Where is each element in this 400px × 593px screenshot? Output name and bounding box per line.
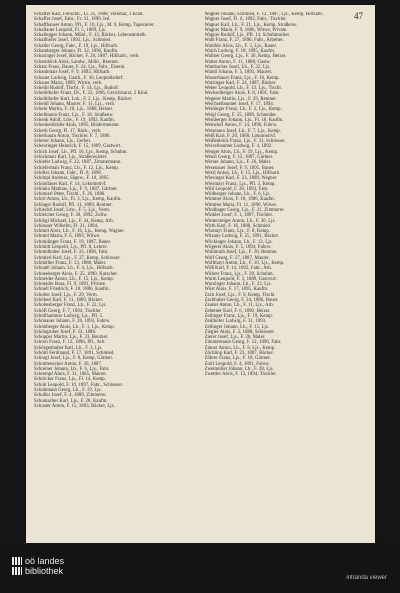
logo-line-1 [12, 556, 64, 566]
directory-entry: Wiesmayr Franz, Ljs., Pfl. 3, Kemp. [204, 181, 276, 187]
left-column [34, 12, 197, 537]
directory-entry: Zeilinger Franz, Ljs., F. 19, Kemp. [204, 313, 273, 319]
directory-entry: Schimpl Andreas, Sägew., F. 10, 1895. [34, 176, 110, 182]
directory-entry: Watzinger Karl, F. 24, 1887, Bäcker. [204, 80, 277, 86]
directory-entry: Schobesberger Franz, Lb., F. 22, Ljs. [34, 303, 107, 309]
logo-line-2 [12, 566, 64, 576]
directory-entry: Wolfmayr Anton, Lb., F. 10, Ljs., Kemp. [204, 260, 285, 266]
directory-entry: Wurzinger Johann, Lb., F. 22, Ljs. [204, 282, 272, 288]
directory-entry: Wetzl Anton, Lb., F. 15, Ljs., Hilfsarb. [204, 170, 281, 176]
directory-entry: Schuster Anton, F. 15, 1893, Bäcker, Ljs. [34, 403, 115, 409]
directory-entry: Schein Martin, F. 20, Ljs., 1888, Heizer. [34, 107, 114, 113]
directory-entry: Schmid Maria, F. 6, 1893, Witwe. [34, 234, 101, 240]
directory-entry: Wiesinger Karl, F. 23, 1889, Wagner. [204, 176, 278, 182]
directory-entry: Wögerer Alois, F. 5, 1894, Fuhrw. [204, 245, 272, 251]
directory-entry: Wurm Leopold, F. 3, 1889, Gastwirt. [204, 276, 278, 282]
directory-entry: Schauer Ludwig, Gasth., F. 30, Leopoldsdorf. [34, 75, 124, 81]
directory-entry: Wirth Karl, F. 16, 1888, Schmied. [204, 223, 272, 229]
page-number: 47 [354, 11, 363, 21]
directory-entry: Scheiblhofer Karl, Lok., F. 2, Ljs., Kemp, Bäcker. [34, 96, 133, 102]
directory-entry: Schopper Martin, Ljs., F. 23, Rentner. [34, 335, 109, 341]
directory-entry: Schöngruber Josef, F. 14, 1888. [34, 329, 97, 335]
directory-entry: Werner Johann, Ljs., F. 26, Maler. [204, 160, 272, 166]
directory-entry: Schnabl Johann, Lb., F. 4, Ljs., Hilfsarb. [34, 266, 114, 272]
directory-entry: Schiller Johann, Fabr., Fl. 8, 1898. [34, 170, 103, 176]
directory-entry: Schleicher Georg, F. 30, 1892, Zollw. [34, 213, 108, 219]
directory-entry: Schaffer Karl, Fleischh., Ll. 25, 1888, Volkmar, 3 Kind. [34, 12, 144, 17]
directory-entry: Windhager Georg, Ljs., F. 21, Zimmerer. [204, 207, 285, 213]
directory-entry: Schinnerl Peter, Tischl., F. 26, 1886. [34, 192, 106, 198]
viewer-label[interactable]: intranda viewer [346, 575, 387, 581]
directory-entry: Wismayr Franz, Ljs., F. 8, Kemp. [204, 229, 271, 235]
directory-entry: Zöchling Karl, F. 23, 1887, Bäcker. [204, 351, 275, 356]
directory-entry: Schindlauer Karl, F. 14, Lokomotivf. [34, 181, 107, 187]
directory-entry: Scheidl Johann, Maurer, F. 11, Ljs., verh. [34, 102, 116, 108]
directory-entry: Schaffer Josef, Fabr., Fr. 31, 1899, led. [34, 17, 111, 23]
directory-entry: Scherer Johann, Ljs., Gerber. [34, 139, 92, 145]
directory-entry: Schneider Anton, Lb., F. 15, Ljs., Kemp. [34, 276, 114, 282]
directory-entry: Wagner Karl, Lb., F. 21, Ljs., Kemp, Straßenw. [204, 22, 298, 28]
directory-entry: Zellinger Johann, Lb., F. 15, Ljs. [204, 324, 270, 330]
directory-entry: Wagner Rudolf, Ljs., Pfl. 14, Schuhmacher. [204, 33, 291, 39]
directory-entry: Wechselberger Alois, F. 8, 1891, Fabr. [204, 91, 280, 97]
directory-entry: Schinko Mathias, Ljs., F. 9, 1887, Gärtner. [34, 186, 118, 192]
directory-entry: Schöttl Ferdinand, F. 17, 1891, Schmied. [34, 351, 115, 356]
directory-entry: Wagner Maria, F. 9, 1886, Witwe, Private. [204, 27, 288, 33]
directory-entry: Schnell Friedrich, F. 18, 1886, Kaufm. [34, 287, 110, 293]
directory-entry: Walter Anton, F. 11, 1888, Gastw. [204, 59, 271, 65]
directory-entry: Wallner Georg, Ljs., F. 30, Kemp, Heizer. [204, 54, 287, 60]
logo-bars-icon [12, 567, 22, 575]
directory-entry: Weidinger Franz, Lb., F. 2, Ljs., Kemp. [204, 107, 282, 113]
directory-entry: Weixelbaumer Ludwig, F. 4, 1892. [204, 144, 273, 150]
directory-entry: Schmierl Karl, Ljs., F. 27, Kemp, Schlosser. [34, 255, 121, 261]
directory-entry: Schaubmair Josef, F. 9, 1893, Hilfsarb. [34, 70, 111, 76]
directory-entry: Wimmer Maria, Fl. 11, 1890, Witwe. [204, 202, 278, 208]
directory-entry: Scheiblhofer Franz, Dr., F. 22, 1896, Gerichtsarzt, 2 Kind. [34, 91, 149, 97]
directory-entry: Schamberger Johann, Fl. 32, 1896, Kaufm. [34, 49, 119, 55]
directory-entry: Zoitl Leopold, F. 4, 1891, Fuhrw. [204, 361, 270, 367]
directory-entry: Scheibl Rudolf, Tischl., F. 14, Ljs., Rudolf. [34, 86, 120, 92]
directory-entry: Schragl Josef, Ljs., F. 8, Kemp, Gärtner. [34, 356, 114, 362]
directory-entry: Scherb Georg, Fl. 17, Bäck., verh. [34, 128, 102, 134]
directory-entry: Weichselbaumer Josef, F. 17, 1894. [204, 102, 275, 108]
directory-entry: Weigl Georg, F. 25, 1889, Schneider. [204, 112, 278, 118]
directory-entry: Zeitlhofer Ludwig, F. 31, 1893. [204, 319, 267, 325]
directory-entry: Schöllhammer Ludwig, Ljs., Pfl. 5. [34, 313, 104, 319]
directory-entry: Wegerer Martin, Ljs., F. 29, Rentner. [204, 96, 277, 102]
right-column [205, 12, 368, 537]
directory-entry: Schiefer Ludwig, F. 22, 1887, Zimmermann. [34, 160, 122, 166]
directory-entry: Schallhofer Josef, 1892, Ljs., Schmied. [34, 38, 112, 44]
directory-entry: Wasserbauer Franz, Ljs., F. 16, Kemp. [204, 75, 280, 81]
directory-entry: Schallegger Johann, Mühl., F. 13, Bäcker, Lebensmittelh. [34, 33, 147, 39]
directory-entry: Zimmermann Georg, F. 12, 1896, Fabr. [204, 340, 282, 346]
directory-entry: Schörgenhuber Karl, Lb., F. 3, Ljs. [34, 345, 103, 351]
directory-entry: Schneeberger Alois, F. 25, 1890, Kutscher. [34, 271, 118, 277]
directory-entry: Schellmann Franz, Ljs., F. 18, Straßenw. [34, 112, 114, 118]
directory-entry: Wild Leopold, F. 28, 1893, Fabr. [204, 186, 269, 192]
directory-entry: Scharinger Josef, Bäcker, F. 28, 1887, Hilfsarb., verh. [34, 54, 140, 60]
directory-entry: Zwettler Alois, F. 13, 1894, Tischler. [204, 372, 277, 378]
directory-entry: Schatz Franz, Bauer, F. 24, Ljs., Fabr., Eisenb. [34, 64, 126, 70]
directory-entry: Zöhrer Franz, Ljs., F. 18, Gärtner. [204, 356, 272, 362]
directory-entry: Schickmair Karl, Ljs., Straßenwärter. [34, 155, 108, 161]
directory-entry: Schuller Josef, F. 4, 1889, Zimmerer. [34, 393, 107, 399]
directory-entry: Wohlmuth Josef, Ljs., F. 20, Rentner. [204, 250, 278, 256]
directory-entry: Wührer Franz, Ljs., F. 29, Schuhm. [204, 271, 274, 277]
directory-entry: Wolf Georg, F. 27, 1887, Maurer. [204, 255, 270, 261]
directory-entry: Zierer Josef, Ljs., F. 26, Maler. [204, 335, 266, 341]
directory-entry: Schlechtl Josef, Ldw., F. 5, Ljs., Verm. [34, 207, 111, 213]
directory-entry: Schick Josef, Lb., Pfl. 16, Ljs., Kemp, Schuhm. [34, 149, 128, 155]
library-logo[interactable] [12, 556, 64, 576]
directory-entry: Schöfl Georg, F. 7, 1894, Tischler. [34, 308, 102, 314]
directory-entry: Schmid Alois, Lb., F. 16, Ljs., Kemp, Wagner. [34, 229, 125, 235]
directory-entry: Zinner Anton, Lb., F. 8, Ljs., Kemp. [204, 345, 276, 351]
directory-entry: Wenger Alois, Lb., F. 19, Ljs., Kemp. [204, 149, 279, 155]
directory-entry: Schuhmann Georg, Lb., F. 19, Ljs. [34, 388, 102, 394]
directory-entry: Schmidinger Franz, F. 19, 1887, Bauer. [34, 239, 112, 245]
directory-entry: Weißenböck Franz, Ljs., F. 31, Schlosser. [204, 139, 286, 145]
directory-entry: Weinzierl Anton, F. 14, 1896, Fuhrw. [204, 123, 278, 129]
directory-entry: Zehetner Karl, F. 6, 1890, Heizer. [204, 308, 271, 314]
directory-entry: Wambacher Josef, Lb., F. 22, Ljs. [204, 64, 271, 70]
directory-entry: Schlögl Michael, Ljs., F. 24, Kemp, Arb. [34, 218, 115, 224]
directory-entry: Scharnböck Alois, Landw., Mühl., Rentner. [34, 59, 120, 65]
directory-entry: Wöckinger Johann, Lb., F. 13, Ljs. [204, 239, 273, 245]
directory-entry: Schmöller Franz, F. 13, 1888, Maler. [34, 260, 107, 266]
directory-entry: Winkler Josef, F. 1, 1897, Tischler. [204, 213, 274, 219]
logo-text-2: bibliothek [25, 566, 64, 576]
directory-entry: Schönberger Alois, Lb., F. 1, Ljs., Kemp. [34, 324, 115, 330]
directory-entry: Scheuringer Heinrich, F. 15, 1889, Gastwirt. [34, 144, 122, 150]
directory-entry: Schirl Anton, Lb., Fl. 3, Ljs., Kemp, Kaufm. [34, 197, 122, 203]
directory-entry: Wöß Karl, F. 14, 1892, Fabr., Arb. [204, 266, 273, 272]
directory-entry: Weiß Karl, F. 20, 1888, Lokomotivf. [204, 133, 277, 139]
directory-entry: Wahl Franz, F. 27, 1890, Fabr., Arbeiter. [204, 38, 284, 44]
directory-entry: Wesenauer Josef, F. 9, 1895, Bauer. [204, 165, 275, 171]
directory-entry: Waldhör Alois, Lb., F. 3, Ljs., Bauer. [204, 43, 278, 49]
directory-entry: Scherbaum Anton, Tischler, F. 7, 1886. [34, 133, 111, 139]
directory-entry: Wimmer Alois, F. 18, 1886, Kaufm. [204, 197, 276, 203]
directory-entry: Schrempf Alois, F. 31, 1885, Maurer. [34, 372, 108, 378]
directory-entry: Zachhuber Georg, F. 24, 1886, Bauer. [204, 298, 279, 304]
directory-entry: Schauer Maria, 1889, Wirtin, verh. [34, 80, 103, 86]
directory-entry: Schlosser Wilhelm, Fl. 21, 1884. [34, 223, 99, 229]
directory-entry: Weinberger Johann, Ljs., Fl. 10, Kaufm. [204, 117, 284, 123]
directory-entry: Schorn Franz, F. 12, 1896, Pfl., Arb. [34, 340, 106, 346]
directory-entry: Wagner Josef, Fl. 6, 1892, Fabr., Tischler. [204, 17, 287, 23]
directory-entry: Schenkenfelder Alois, 1895, Bindermeister. [34, 123, 120, 129]
directory-entry: Wandl Johann, F. 5, 1893, Maurer. [204, 70, 273, 76]
directory-entry: Weber Leopold, Lb., F. 13, Ljs., Tischl. [204, 86, 282, 92]
directory-entry: Schiefermair Franz, Lb., F. 12, Ljs., Kemp. [34, 165, 119, 171]
directory-entry: Walch Ludwig, F. 18, 1895, Kaufm. [204, 49, 276, 55]
directory-entry: Ziegler Alois, F. 2, 1888, Schlosser. [204, 329, 275, 335]
logo-text-1: oö landes [25, 556, 65, 566]
directory-entry: Schrattenecker Anton, F. 26, 1887. [34, 361, 103, 367]
directory-entry: Wüst Alois, F. 17, 1895, Kaufm. [204, 287, 269, 293]
directory-entry: Zauner Anton, Lb., F. 11, Ljs., Arb. [204, 303, 274, 309]
directory-entry: Schenk Adolf, Ldw., F. 19, 1892, Kaufm. [34, 117, 115, 123]
directory-entry: Schmidt Leopold, Ljs., Pfl. 8, Lehrer. [34, 245, 108, 251]
directory-entry: Schreiner Johann, Lb., F. 6, Ljs., Fabr. [34, 366, 110, 372]
directory-entry: Schönauer Johann, F. 20, 1893, Fuhrw. [34, 319, 111, 325]
logo-bars-icon [12, 557, 22, 565]
directory-entry: Wildberger Johann, Lb., F. 6, Ljs. [204, 192, 271, 198]
scanned-page[interactable] [26, 5, 375, 543]
directory-columns [34, 12, 367, 537]
directory-entry: Wagner Johann, Schmied, F. 12, 1887, Ljs., Kemp, Hilfsarb. [204, 12, 324, 17]
directory-entry: Schaller Georg, Fabr., F. 19, Ljs., Hilfsarb. [34, 43, 119, 49]
directory-entry: Schmidhuber Josef, F. 33, 1896, Fabr. [34, 250, 109, 256]
directory-entry: Witzany Ludwig, F. 25, 1891, Bäcker. [204, 234, 280, 240]
directory-entry: Schallauer Leopold, Fl. 5, 1889, Ljs. [34, 27, 107, 33]
directory-entry: Schuh Leopold, F. 10, 1897, Fabr., Schlosser. [34, 382, 124, 388]
directory-entry: Schlager Rudolf, Pfl. 11, 1889, Rentner. [34, 202, 113, 208]
directory-entry: Zach Josef, Ljs., F. 9, Kemp, Tischl. [204, 292, 276, 298]
directory-entry: Wenzl Georg, F. 12, 1887, Gärtner. [204, 155, 274, 161]
directory-entry: Wintersteiger Anton, Lb., F. 30, Ljs. [204, 218, 276, 224]
directory-entry: Schneider Rosa, Fl. 9, 1891, Private. [34, 282, 107, 288]
directory-entry: Schumacher Karl, Ljs., F. 28, Kaufm. [34, 398, 108, 404]
directory-entry: Schöberl Karl, F. 11, 1889, Bäcker. [34, 298, 104, 304]
directory-entry: Weismann Josef, Lb., F. 7, Ljs., Kemp. [204, 128, 282, 134]
directory-entry: Zweimüller Johann, Lb., F. 28, Ljs. [204, 366, 274, 372]
directory-entry: Schober Josef, Ljs., F. 29, Verm. [34, 292, 98, 298]
directory-entry: Schaffhauser Anton, Pfl., F. 10, Ljs., M. 9, Kemp, Tapezierer. [34, 22, 155, 28]
directory-entry: Schröcker Franz, Ljs., Fl. 14, Kemp. [34, 377, 106, 383]
